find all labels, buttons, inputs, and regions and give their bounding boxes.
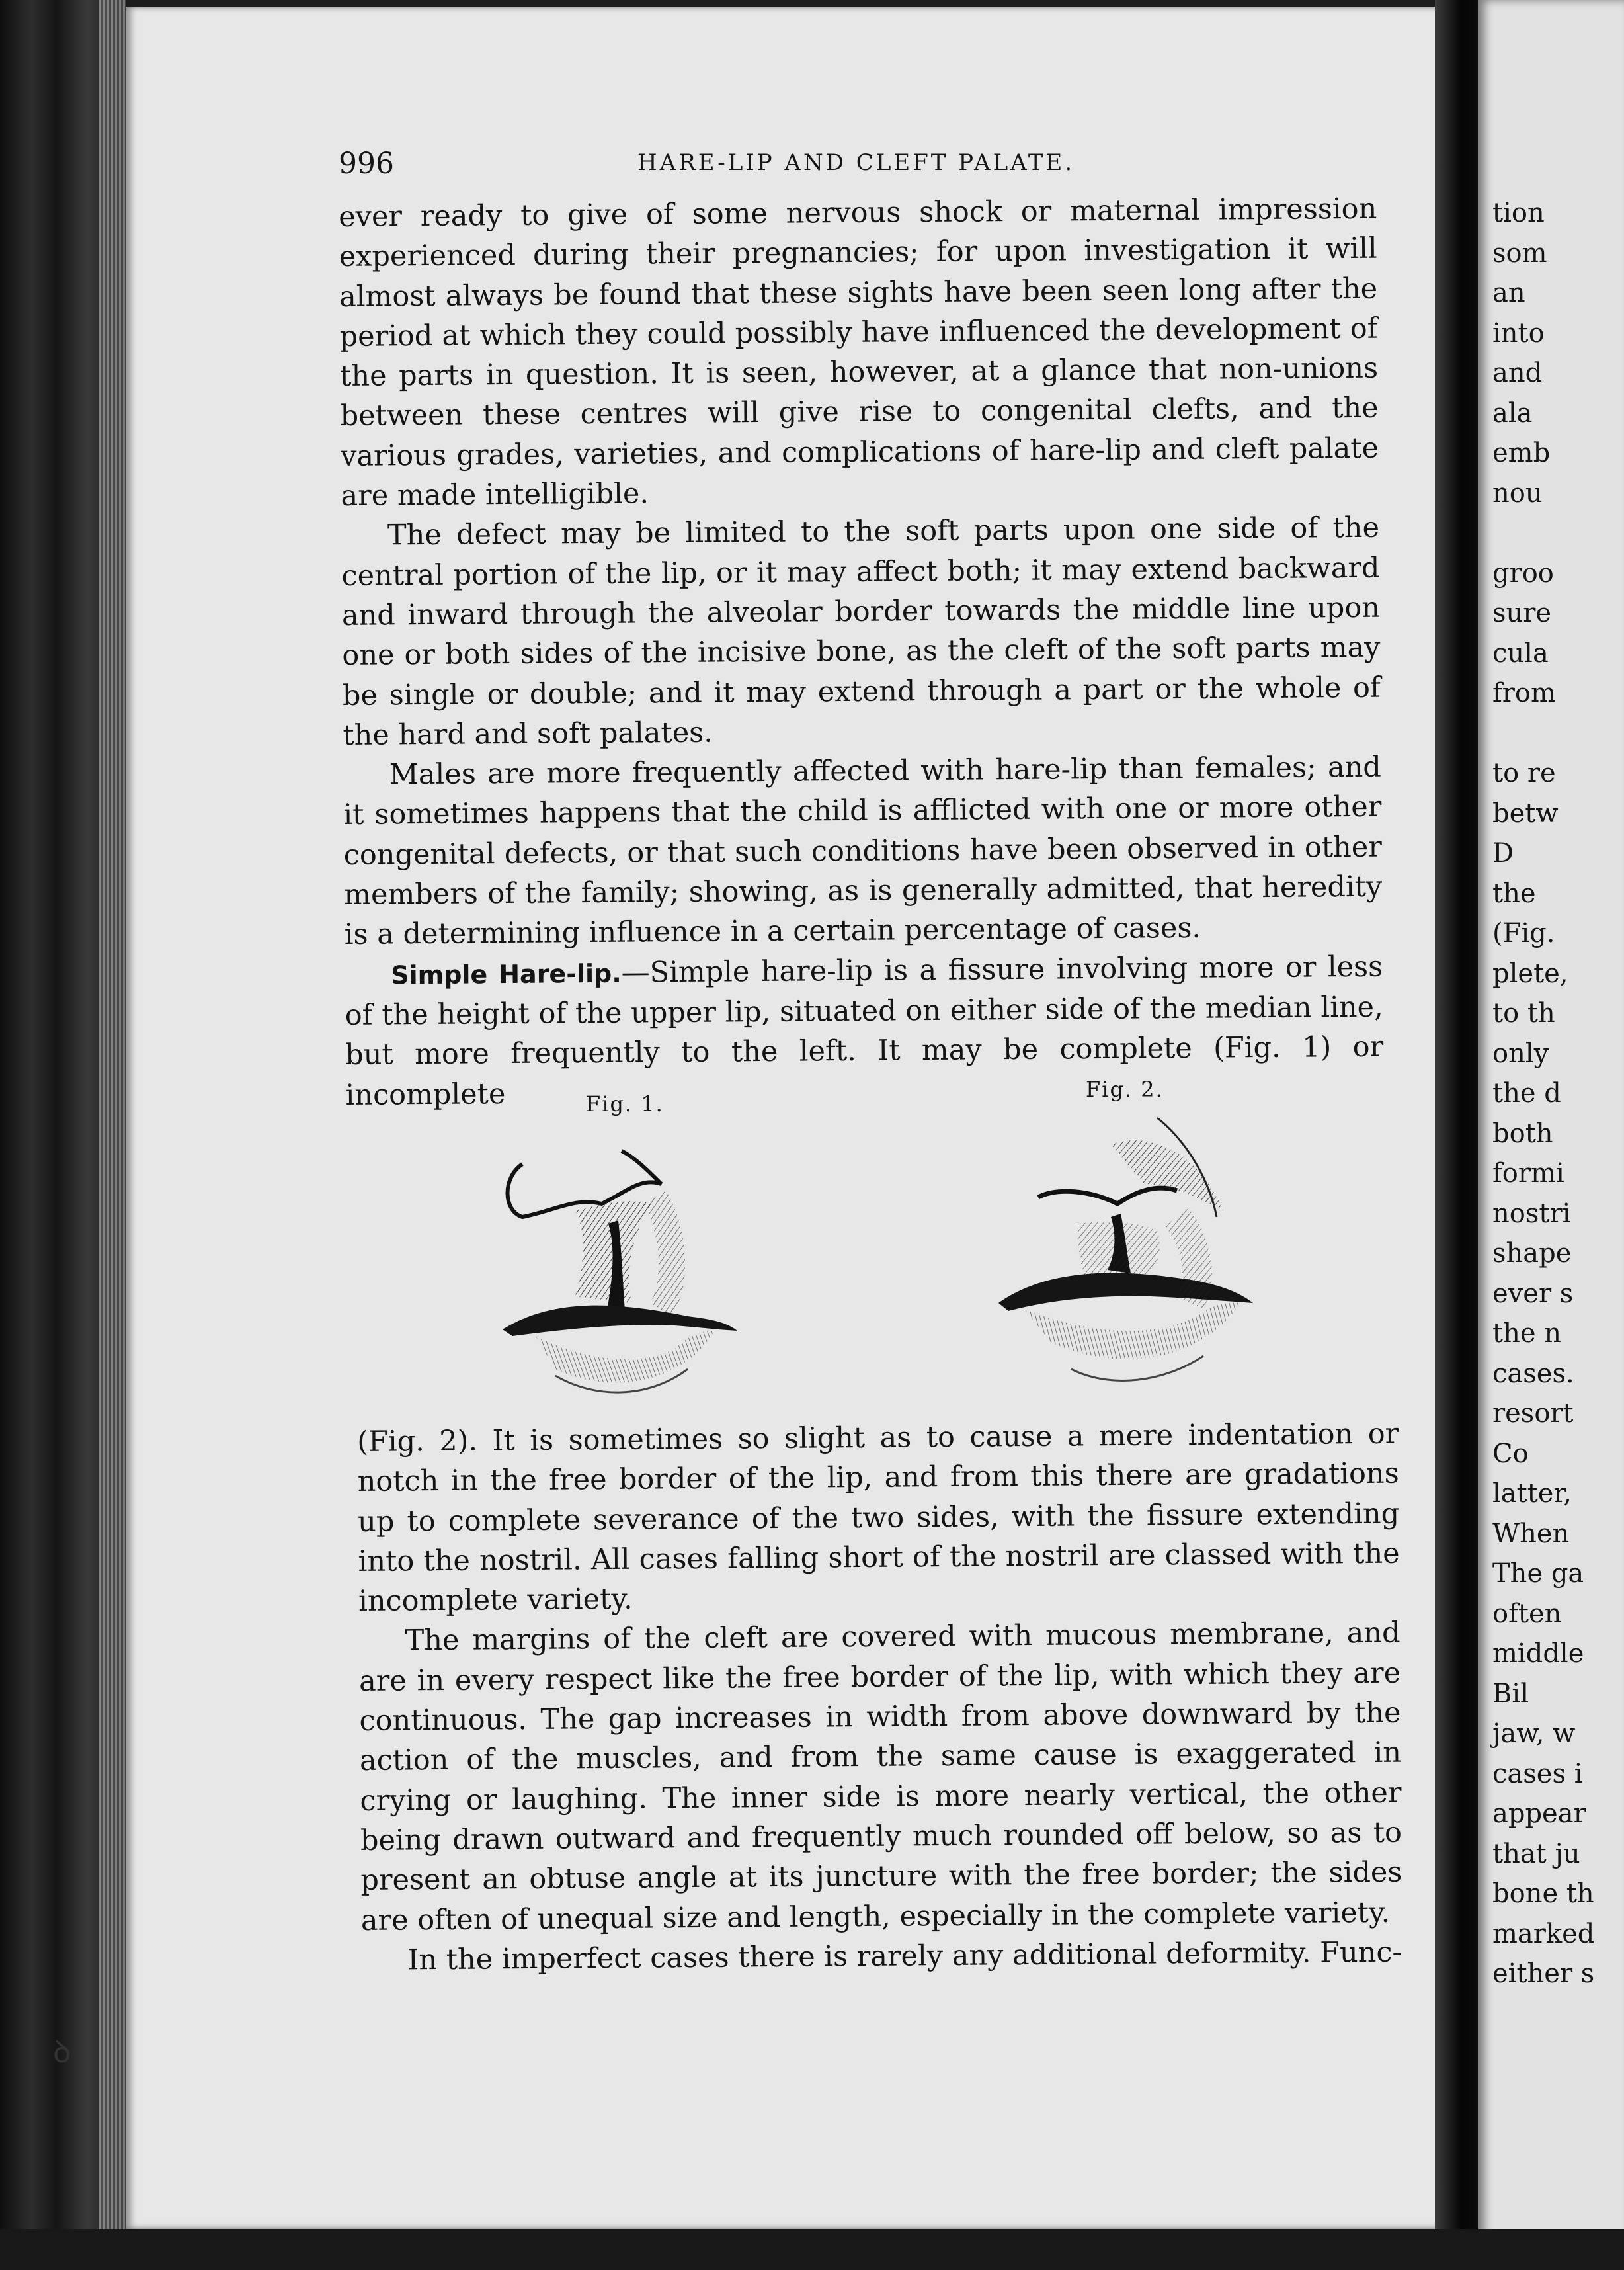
next-page-line-fragment: and	[1492, 358, 1543, 388]
next-page-line-fragment: Co	[1492, 1438, 1529, 1469]
figure-1-complete-hare-lip-illustration	[476, 1138, 780, 1415]
next-page-line-fragment	[1492, 513, 1594, 554]
next-page-line-fragment: som	[1492, 237, 1547, 269]
next-page-line-fragment: Bil	[1492, 1678, 1529, 1709]
next-page-line-fragment: cases i	[1492, 1758, 1583, 1789]
paragraph: (Fig. 2). It is sometimes so slight as to cause a mere indentation or notch in the free border of the lip, and from this there are gradations up to complete severance of the two sides, with the fissure extending into the nostril. All cases falling short of the nostril are classed with the incomplete variety.	[357, 1417, 1400, 1618]
next-page-line-fragment: ever s	[1492, 1278, 1574, 1309]
paragraph: Males are more frequently affected with hare-lip than females; and it sometimes happens that the child is afflicted with one or more other congenital defects, or that such conditions have been observed in other members of the family; showing, as is generally admitted, that heredity is a determining influence in a certain percentage of cases.	[343, 750, 1383, 952]
paragraph: In the imperfect cases there is rarely any additional deformity. Func-	[407, 1935, 1402, 1977]
paragraph-simple-hare-lip	[345, 946, 1384, 1115]
next-page-line-fragment: ala	[1492, 398, 1533, 429]
next-page-line-fragment: to re	[1492, 758, 1556, 788]
next-page-line-fragment: latter,	[1492, 1478, 1572, 1509]
next-page-line-fragment: that ju	[1492, 1838, 1580, 1869]
body-text-bottom	[357, 1414, 1403, 1981]
next-page-line-fragment: When	[1492, 1518, 1570, 1549]
next-page-line-fragment: nou	[1492, 478, 1543, 509]
next-page-line-fragment: groo	[1492, 558, 1554, 589]
book-spine	[0, 0, 126, 2270]
next-page-line-fragment: cula	[1492, 638, 1549, 669]
next-page-line-fragment: often	[1492, 1598, 1562, 1629]
next-page-line-fragment: the	[1492, 878, 1536, 909]
next-page-line-fragment: the n	[1492, 1318, 1561, 1349]
running-title: HARE-LIP AND CLEFT PALATE.	[637, 149, 1075, 176]
next-page-line-fragment	[1492, 714, 1594, 754]
figure-1-caption: Fig. 1.	[586, 1091, 664, 1116]
next-page-line-fragment: marked	[1492, 1918, 1595, 1949]
next-page-line-fragment: into	[1492, 317, 1545, 349]
next-page-line-fragment: betw	[1492, 798, 1559, 829]
next-page-line-fragment: the d	[1492, 1078, 1561, 1109]
section-text: —Simple hare-lip is a fissure involving more or less of the height of the upper lip, situated on either side of the median line, but more frequently to the left. It may be complete (Fig. 1) or incomplete	[345, 950, 1384, 1112]
next-page-line-fragment: resort	[1492, 1398, 1574, 1429]
next-page-line-fragment: to th	[1492, 998, 1555, 1029]
paragraph: The margins of the cleft are covered with mucous membrane, and are in every respect like the free border of the lip, with which they are continuous. The gap increases in width from above downward by the action of the muscles, and from the same cause is exaggerated in crying or laughing. The inner side is more nearly vertical, the other being drawn outward and frequently much rounded off below, so as to present an obtuse angle at its juncture with the free border; the sides are often of unequal size and length, especially in the complete variety.	[358, 1617, 1402, 1937]
next-page-line-fragment: plete,	[1492, 958, 1568, 989]
paragraph: The defect may be limited to the soft parts upon one side of the central portion of the lip, or it may affect both; it may extend backward and inward through the alveolar border towards the middle line upon one or both sides of the incisive bone, as the cleft of the soft parts may be single or double; and it may extend through a part or the whole of the hard and soft palates.	[341, 511, 1381, 752]
next-page-line-fragment: emb	[1492, 438, 1551, 468]
next-page-line-fragment: cases.	[1492, 1358, 1574, 1389]
next-page-line-fragment: either s	[1492, 1958, 1595, 1989]
next-page-line-fragment: nostri	[1492, 1198, 1571, 1229]
next-page-line-fragment: (Fig.	[1492, 918, 1555, 948]
next-page-line-fragment: middle	[1492, 1638, 1584, 1669]
next-page-line-fragment: both	[1492, 1118, 1553, 1149]
next-page-line-fragment: an	[1492, 278, 1525, 308]
page-number: 996	[339, 147, 394, 181]
next-page-line-fragment: The ga	[1492, 1558, 1584, 1589]
scan-bottom-edge	[0, 2229, 1624, 2270]
paragraph: ever ready to give of some nervous shock or maternal impression experienced during their pregnancies; for upon investigation it will almost always be found that these sights have been seen long after the period at which they could possibly have influenced the development of the parts in question. It is seen, however, at a glance that non-unions between these centres will give rise to congenital clefts, and the various grades, varieties, and complications of hare-lip and cleft palate are made intelligible.	[339, 192, 1379, 513]
next-page-line-fragment: only	[1492, 1038, 1549, 1069]
next-page-line-fragment: jaw, w	[1492, 1718, 1576, 1749]
figure-2-caption: Fig. 2.	[1086, 1077, 1164, 1102]
next-page-line-fragment: formi	[1492, 1158, 1564, 1189]
next-page-edge	[1478, 0, 1624, 2270]
body-text-top	[339, 189, 1384, 1115]
next-page-line-fragment: sure	[1492, 598, 1552, 628]
next-page-line-fragment: appear	[1492, 1798, 1586, 1829]
margin-smudge: ꝺ	[53, 2034, 71, 2070]
next-page-text-fragments	[1492, 193, 1594, 1994]
running-head	[339, 147, 1383, 187]
next-page-line-fragment: from	[1492, 678, 1556, 708]
figure-2-incomplete-hare-lip-illustration	[979, 1105, 1289, 1415]
next-page-line-fragment: tion	[1492, 198, 1545, 228]
next-page-line-fragment: bone th	[1492, 1878, 1594, 1909]
next-page-line-fragment: shape	[1492, 1238, 1572, 1269]
next-page-line-fragment: D	[1492, 838, 1514, 868]
section-run-in-heading: Simple Hare-lip.	[391, 958, 622, 990]
